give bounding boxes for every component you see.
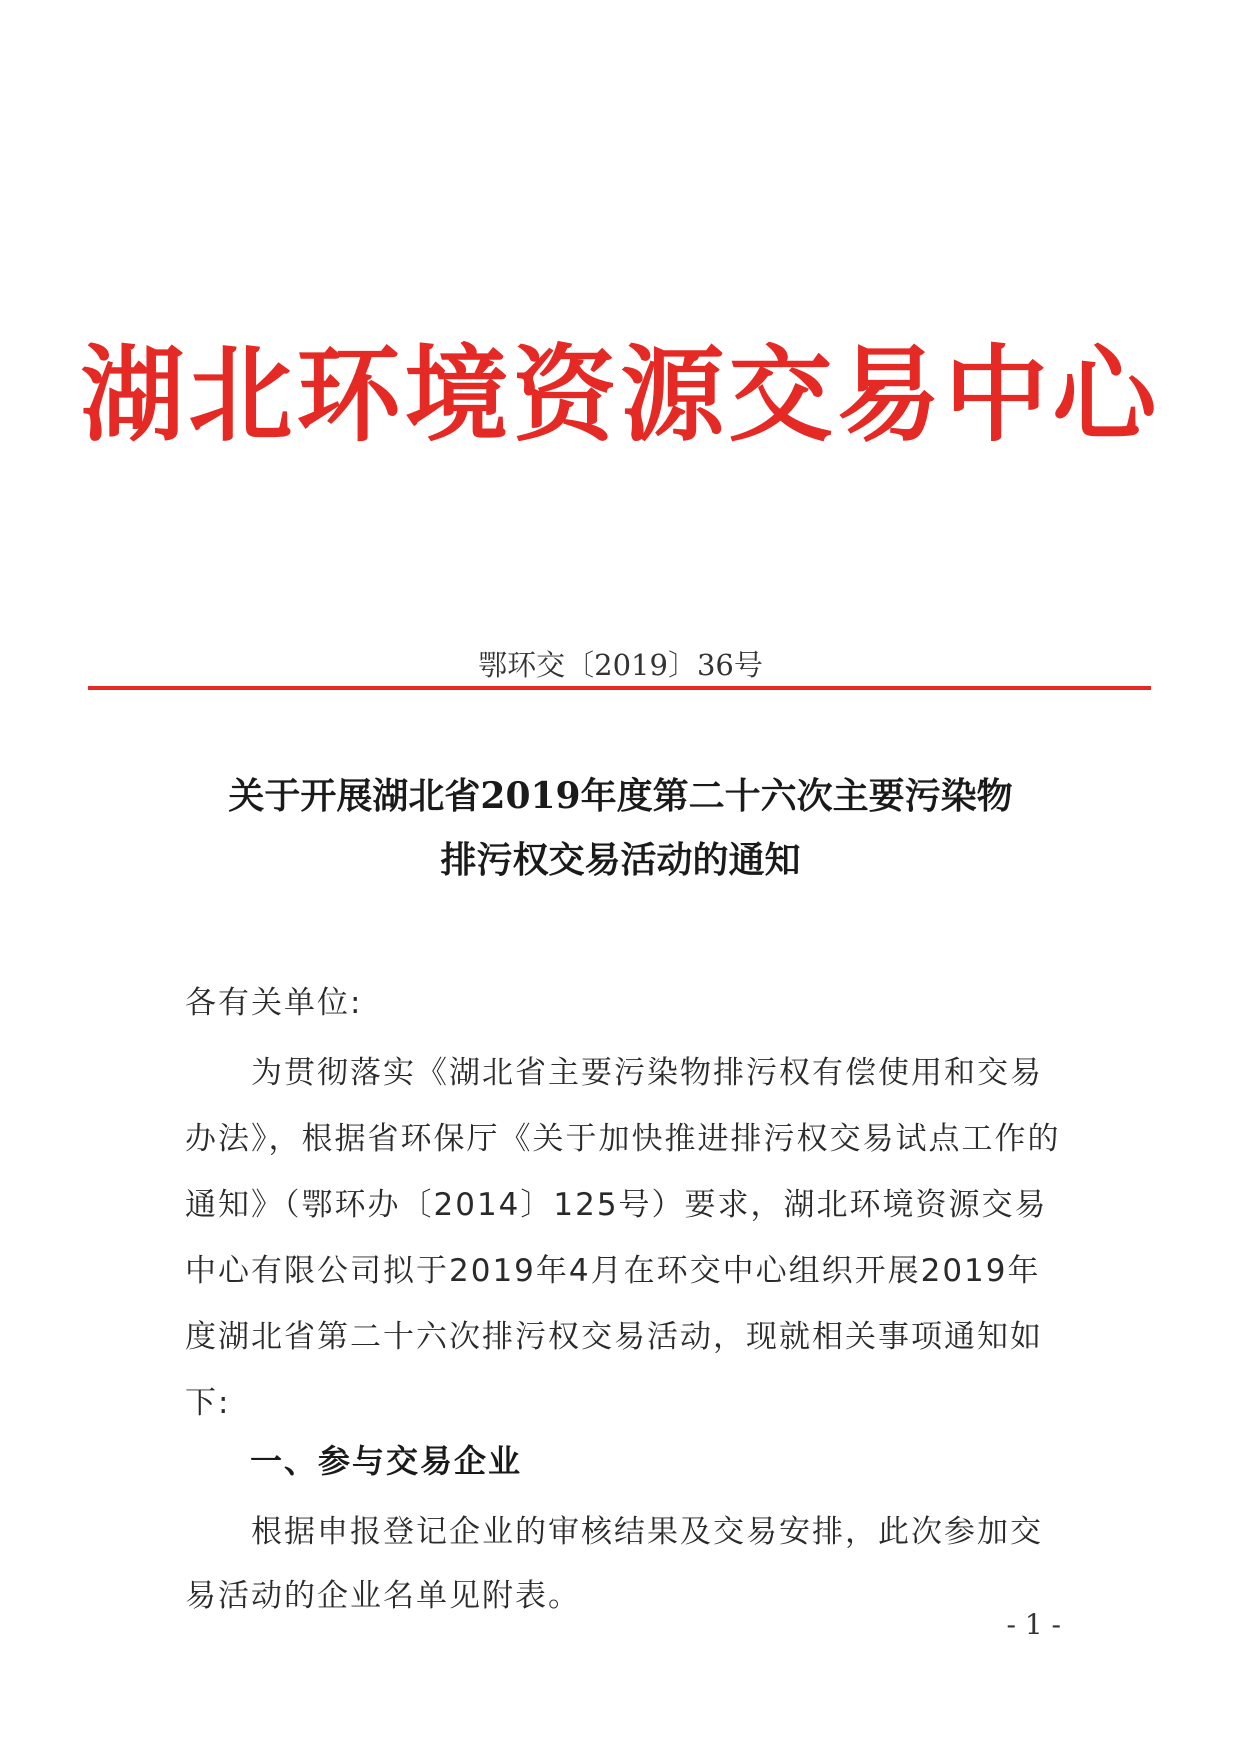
body-paragraph-2: 根据申报登记企业的审核结果及交易安排，此次参加交易活动的企业名单见附表。 <box>185 1514 1043 1614</box>
body-paragraph-1: 为贯彻落实《湖北省主要污染物排污权有偿使用和交易办法》，根据省环保厅《关于加快推进排污权交易试点工作的通知》（鄂环办〔2014〕125号）要求，湖北环境资源交易中心有限公司拟于2019年4月在环交中心组织开展2019年度湖北省第二十六次排污权交易活动，现就相关事项通知如下: <box>185 1055 1061 1421</box>
notice-title-line-1: 关于开展湖北省2019年度第二十六次主要污染物 <box>228 775 1013 817</box>
organization-header: 湖北环境资源交易中心 <box>80 333 1161 456</box>
section-heading-1: 一、参与交易企业 <box>250 1442 523 1480</box>
red-divider-line <box>88 686 1151 690</box>
page-number: - 1 - <box>1006 1608 1061 1641</box>
notice-title-line-2: 排污权交易活动的通知 <box>440 839 801 881</box>
salutation: 各有关单位: <box>185 985 363 1021</box>
document-number: 鄂环交〔2019〕36号 <box>478 648 763 682</box>
